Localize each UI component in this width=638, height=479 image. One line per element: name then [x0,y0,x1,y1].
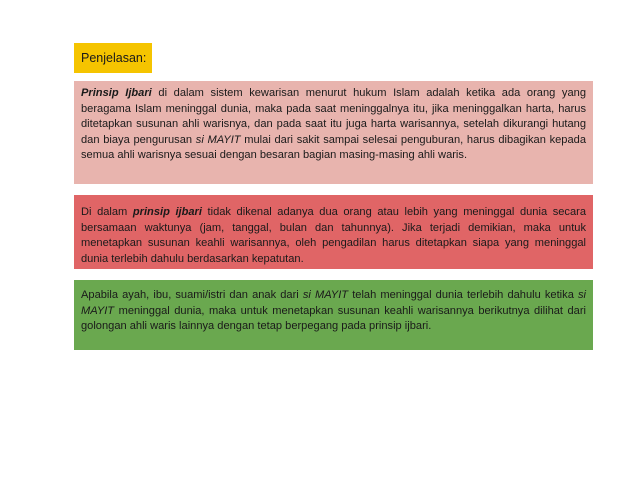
explanation-label [74,43,152,73]
predeceased-heirs-card [74,280,593,350]
predeceased-part-c: meninggal dunia, maka untuk menetapkan susunan keahli warisannya berikutnya dilihat dari golongan ahli waris lainnya dengan tetap berpegang pada prinsip ijbari. [81,304,586,332]
ijbari-definition-text [81,86,586,164]
mayit-term: si MAYIT [81,289,586,317]
predeceased-part-a: Apabila ayah, ibu, suami/istri dan anak dari [81,289,303,301]
ijbari-term: prinsip ijbari [132,206,202,218]
mayit-term: si MAYIT [195,133,241,146]
definition-part-b: mulai dari sakit sampai selesai penguburan, harus dibagikan kepada semua ahli warisnya sesuai dengan besaran bagian masing-masing ahli waris. [81,133,586,161]
mayit-term: si MAYIT [302,289,349,301]
predeceased-part-b: telah meninggal dunia terlebih dahulu ketika [348,289,578,301]
simultaneous-death-text [81,205,586,267]
simultaneous-death-card [74,195,593,269]
predeceased-heirs-text [81,288,586,335]
ijbari-term: Prinsip Ijbari [81,87,152,99]
simultaneous-part-b: tidak dikenal adanya dua orang atau lebih yang meninggal dunia secara bersamaan waktunya (jam, tanggal, bulan dan tahunnya). Jika terjadi demikian, maka untuk menetapkan susunan keahli warisannya, oleh pengadilan harus ditetapkan siapa yang meninggal dunia terlebih dahulu berdasarkan kepatutan. [81,206,586,265]
ijbari-definition-card [74,81,593,184]
simultaneous-part-a: Di dalam [81,206,133,218]
explanation-label-text: Penjelasan: [81,51,147,65]
definition-part-a: di dalam sistem kewarisan menurut hukum Islam adalah ketika ada orang yang beragama Islam meninggal dunia, maka pada saat meninggalnya itu, jika meninggalkan harta, harus ditetapkan susunan ahli warisnya, dan pada saat itu juga harta warisannya, setelah dikurangi hutang dan biaya pengurusan [81,87,586,146]
